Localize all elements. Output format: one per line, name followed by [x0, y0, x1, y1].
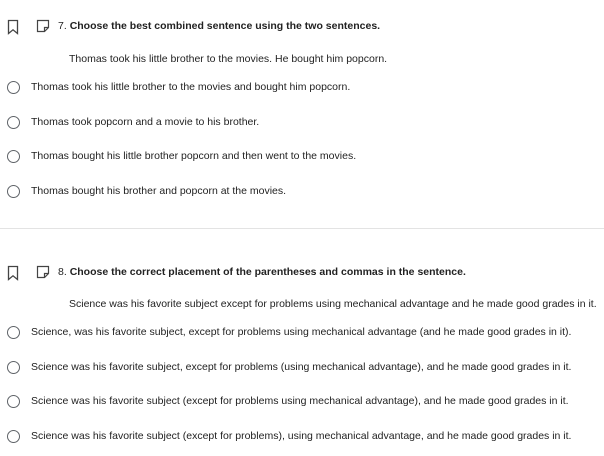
- question-7-option-3[interactable]: [0, 147, 604, 167]
- option-label: Science, was his favorite subject, except for problems using mechanical advantage (and he made good grades in it).: [31, 326, 572, 338]
- bookmark-icon[interactable]: [6, 265, 20, 281]
- option-label: Science was his favorite subject (except for problems using mechanical advantage), and he made good grades in it.: [31, 395, 569, 407]
- radio-button[interactable]: [7, 326, 20, 339]
- radio-button[interactable]: [7, 185, 20, 198]
- question-divider: [0, 228, 604, 229]
- question-7-option-4[interactable]: [0, 182, 604, 202]
- question-7-option-2[interactable]: [0, 113, 604, 133]
- option-label: Thomas took his little brother to the movies and bought him popcorn.: [31, 81, 351, 93]
- question-7-option-1[interactable]: [0, 78, 604, 98]
- radio-button[interactable]: [7, 150, 20, 163]
- bookmark-icon[interactable]: [6, 19, 20, 35]
- radio-button[interactable]: [7, 430, 20, 443]
- radio-button[interactable]: [7, 361, 20, 374]
- question-8-option-3[interactable]: [0, 392, 604, 412]
- radio-button[interactable]: [7, 395, 20, 408]
- note-icon[interactable]: [36, 19, 50, 33]
- radio-button[interactable]: [7, 116, 20, 129]
- question-7-header: [0, 17, 604, 37]
- option-label: Science was his favorite subject (except for problems), using mechanical advantage, and he made good grades in it.: [31, 430, 572, 442]
- question-8-prompt: Science was his favorite subject except for problems using mechanical advantage and he made good grades in it.: [69, 298, 597, 310]
- option-label: Thomas took popcorn and a movie to his brother.: [31, 116, 260, 128]
- question-7-title: 7. Choose the best combined sentence using the two sentences.: [58, 20, 381, 32]
- option-label: Thomas bought his brother and popcorn at the movies.: [31, 185, 287, 197]
- question-8-option-2[interactable]: [0, 358, 604, 378]
- question-7-prompt: Thomas took his little brother to the movies. He bought him popcorn.: [69, 53, 388, 65]
- option-label: Thomas bought his little brother popcorn and then went to the movies.: [31, 150, 357, 162]
- question-8-option-4[interactable]: [0, 427, 604, 447]
- question-8-header: [0, 263, 604, 283]
- radio-button[interactable]: [7, 81, 20, 94]
- question-8-option-1[interactable]: [0, 323, 604, 343]
- option-label: Science was his favorite subject, except for problems (using mechanical advantage), and he made good grades in it.: [31, 361, 572, 373]
- question-8-title: 8. Choose the correct placement of the parentheses and commas in the sentence.: [58, 266, 466, 278]
- note-icon[interactable]: [36, 265, 50, 279]
